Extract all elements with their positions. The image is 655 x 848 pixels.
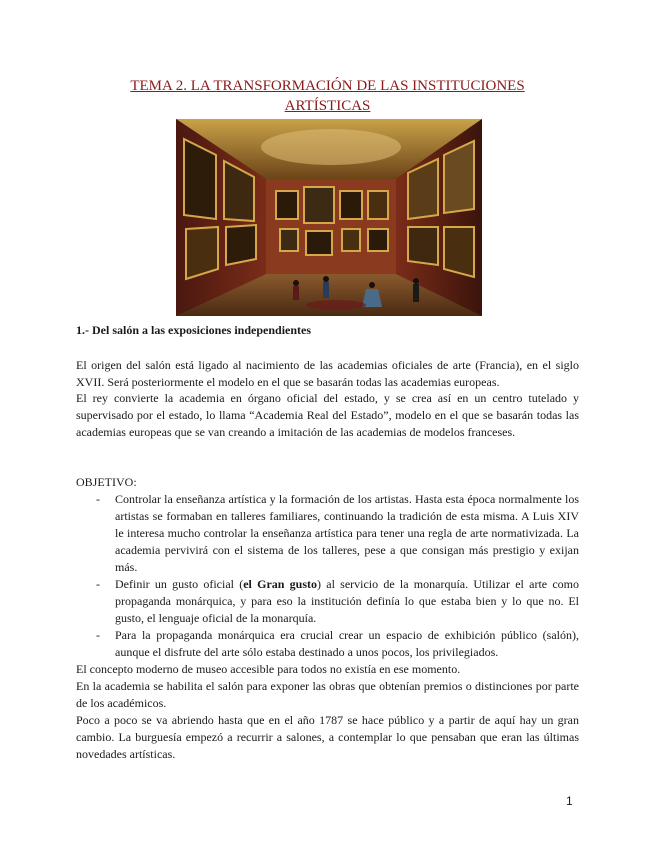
- list-item: [76, 491, 579, 576]
- bullet-dash: -: [96, 492, 100, 506]
- painting-gallery-image: [176, 119, 482, 316]
- paragraph-origin: El origen del salón está ligado al nacimiento de las academias oficiales de arte (Francia), en el siglo XVII. Será posteriormente el modelo en el que se basarán todas las academias europeas.: [76, 358, 579, 389]
- page-title: TEMA 2. LA TRANSFORMACIÓN DE LAS INSTITUCIONES ARTÍSTICAS: [130, 78, 525, 114]
- objetivo-label: OBJETIVO:: [76, 475, 137, 489]
- paragraph-museum: El concepto moderno de museo accesible para todos no existía en ese momento.: [76, 662, 461, 676]
- bullet-text-before: Definir un gusto oficial (: [115, 577, 244, 591]
- list-item: [76, 576, 579, 627]
- paragraph-1787: Poco a poco se va abriendo hasta que en el año 1787 se hace público y a partir de aquí hay un gran cambio. La burguesía empezó a recurrir a salones, a contemplar lo que pensaban que eran las últimas novedades artísticas.: [76, 713, 579, 761]
- bullet-dash: -: [96, 628, 100, 642]
- list-item: [76, 627, 579, 661]
- section-heading: 1.- Del salón a las exposiciones independientes: [76, 323, 312, 337]
- bullet-text: Controlar la enseñanza artística y la formación de los artistas. Hasta esta época normalmente los artistas se formaban en talleres familiares, continuando la tradición de esta misma. A Luis XIV le interesa mucho controlar la enseñanza artística para tener una regla de arte normativizada. La academia pervivirá con el sistema de los talleres, pese a que consigan más prestigio y exijan más.: [115, 492, 579, 574]
- page-number: 1: [566, 794, 573, 808]
- bullet-text: Para la propaganda monárquica era crucial crear un espacio de exhibición público (salón), aunque el disfrute del arte sólo estaba destinado a unos pocos, los privilegiados.: [115, 628, 579, 659]
- objectives-list: [76, 491, 579, 661]
- bullet-text-bold: el Gran gusto: [243, 577, 318, 591]
- paragraph-salon: En la academia se habilita el salón para exponer las obras que obtenían premios o distinciones por parte de los académicos.: [76, 679, 579, 710]
- paragraph-academy: El rey convierte la academia en órgano oficial del estado, y se crea así en un centro tutelado y supervisado por el estado, lo llama “Academia Real del Estado”, modelo en el que se basarán todas las academias europeas que se van creando a imitación de las academias de modelos franceses.: [76, 391, 579, 439]
- bullet-text-after: ) al servicio de la monarquía. Utilizar el arte como propaganda monárquica, y para eso la institución definía lo que estaba bien y lo que no. El gusto, el lenguaje oficial de la monarquía.: [115, 577, 579, 625]
- bullet-dash: -: [96, 577, 100, 591]
- gallery-painting-icon: [176, 119, 482, 316]
